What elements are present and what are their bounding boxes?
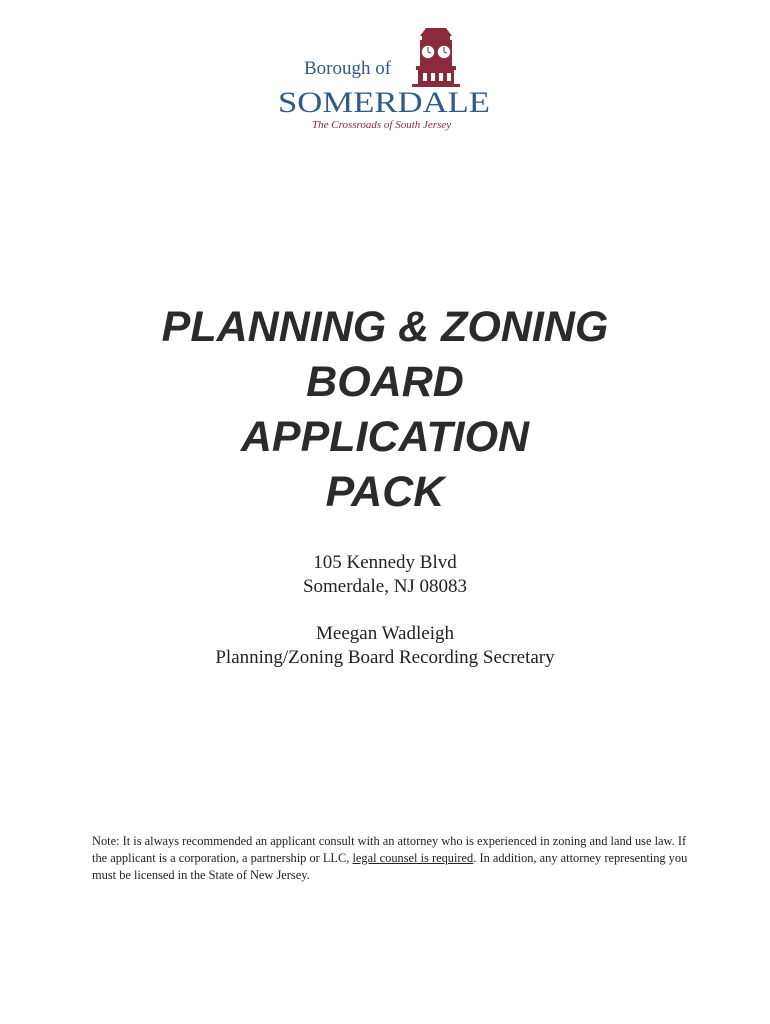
title-line: PACK xyxy=(325,468,445,516)
attorney-note xyxy=(92,833,692,884)
contact-block xyxy=(0,622,770,670)
borough-logo xyxy=(276,22,496,134)
title-line: APPLICATION xyxy=(240,413,530,461)
contact-name: Meegan Wadleigh xyxy=(316,623,454,644)
logo-line1: Borough of xyxy=(304,58,392,79)
note-underlined: legal counsel is required xyxy=(352,851,474,865)
address-street: 105 Kennedy Blvd xyxy=(313,552,457,573)
logo-tagline: The Crossroads of South Jersey xyxy=(312,119,452,131)
contact-role: Planning/Zoning Board Recording Secretary xyxy=(215,647,555,668)
title-line: PLANNING & ZONING xyxy=(161,303,609,351)
address-city: Somerdale, NJ 08083 xyxy=(302,576,468,597)
note-text-2: . In addition, any attorney representing you must be licensed in the State of New Jersey. xyxy=(92,851,688,882)
logo-line2: SOMERDALE xyxy=(278,86,490,119)
clock-tower-logo xyxy=(276,22,496,134)
note-text-1: Note: It is always recommended an applicant consult with an attorney who is experienced in zoning and land use law. If the applicant is a corporation, a partnership or LLC, xyxy=(92,834,687,865)
document-title xyxy=(0,300,770,520)
title-line: BOARD xyxy=(306,358,464,406)
office-address xyxy=(0,551,770,599)
